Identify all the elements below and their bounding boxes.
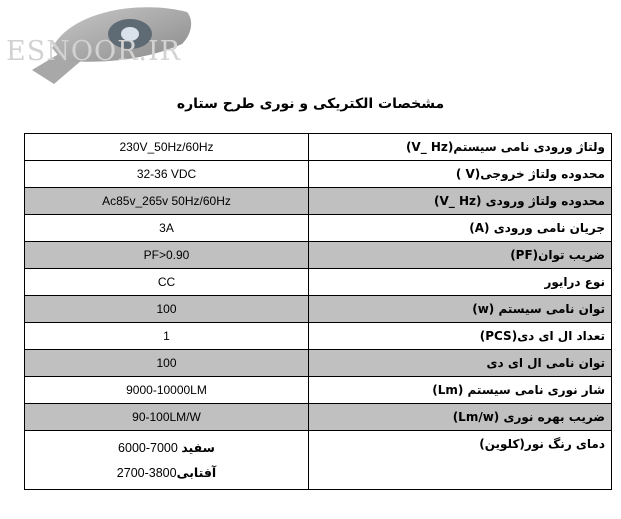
warm-temperature-value: 2700-3800 bbox=[116, 466, 177, 480]
warm-temperature-word: آفتابی bbox=[176, 465, 217, 480]
table-row bbox=[25, 161, 612, 188]
spec-value: CC bbox=[25, 269, 309, 296]
table-row bbox=[25, 377, 612, 404]
spec-value: PF>0.90 bbox=[25, 242, 309, 269]
table-row bbox=[25, 242, 612, 269]
spec-value: 100 bbox=[25, 350, 309, 377]
table-row bbox=[25, 269, 612, 296]
spec-value: 230V_50Hz/60Hz bbox=[25, 134, 309, 161]
page-title: مشخصات الکتریکی و نوری طرح ستاره bbox=[176, 96, 445, 112]
table-row bbox=[25, 350, 612, 377]
table-row bbox=[25, 188, 612, 215]
white-temperature bbox=[31, 440, 302, 455]
table-row bbox=[25, 431, 612, 490]
spec-label: شار نوری نامی سیستم (Lm) bbox=[309, 377, 612, 404]
spec-label: محدوده ولتاژ خروجی(V ) bbox=[309, 161, 612, 188]
spec-value: Ac85v_265v 50Hz/60Hz bbox=[25, 188, 309, 215]
spec-table bbox=[24, 133, 612, 490]
spec-label: ضریب توان(PF) bbox=[309, 242, 612, 269]
table-row bbox=[25, 134, 612, 161]
white-temperature-word: سفید bbox=[181, 440, 215, 455]
table-row bbox=[25, 296, 612, 323]
color-temperature-values bbox=[25, 431, 309, 490]
spec-label: محدوده ولتاژ ورودی (V_ Hz) bbox=[309, 188, 612, 215]
spec-label: نوع درایور bbox=[309, 269, 612, 296]
white-temperature-value: 6000-7000 bbox=[118, 441, 178, 455]
spec-value: 32-36 VDC bbox=[25, 161, 309, 188]
table-row bbox=[25, 323, 612, 350]
spec-value: 1 bbox=[25, 323, 309, 350]
warm-temperature bbox=[31, 465, 302, 480]
spec-value: 3A bbox=[25, 215, 309, 242]
watermark-text: ESNOOR.IR bbox=[6, 36, 182, 67]
spec-label: دمای رنگ نور(کلوین) bbox=[309, 431, 612, 490]
spec-label: تعداد ال ای دی(PCS) bbox=[309, 323, 612, 350]
spec-label: ضریب بهره نوری (Lm/w) bbox=[309, 404, 612, 431]
spec-value: 9000-10000LM bbox=[25, 377, 309, 404]
spec-value: 90-100LM/W bbox=[25, 404, 309, 431]
spec-label: توان نامی سیستم (w) bbox=[309, 296, 612, 323]
spec-label: جریان نامی ورودی (A) bbox=[309, 215, 612, 242]
spec-value: 100 bbox=[25, 296, 309, 323]
table-row bbox=[25, 215, 612, 242]
spec-label: ولتاژ ورودی نامی سیستم(V_ Hz) bbox=[309, 134, 612, 161]
spec-label: توان نامی ال ای دی bbox=[309, 350, 612, 377]
table-row bbox=[25, 404, 612, 431]
